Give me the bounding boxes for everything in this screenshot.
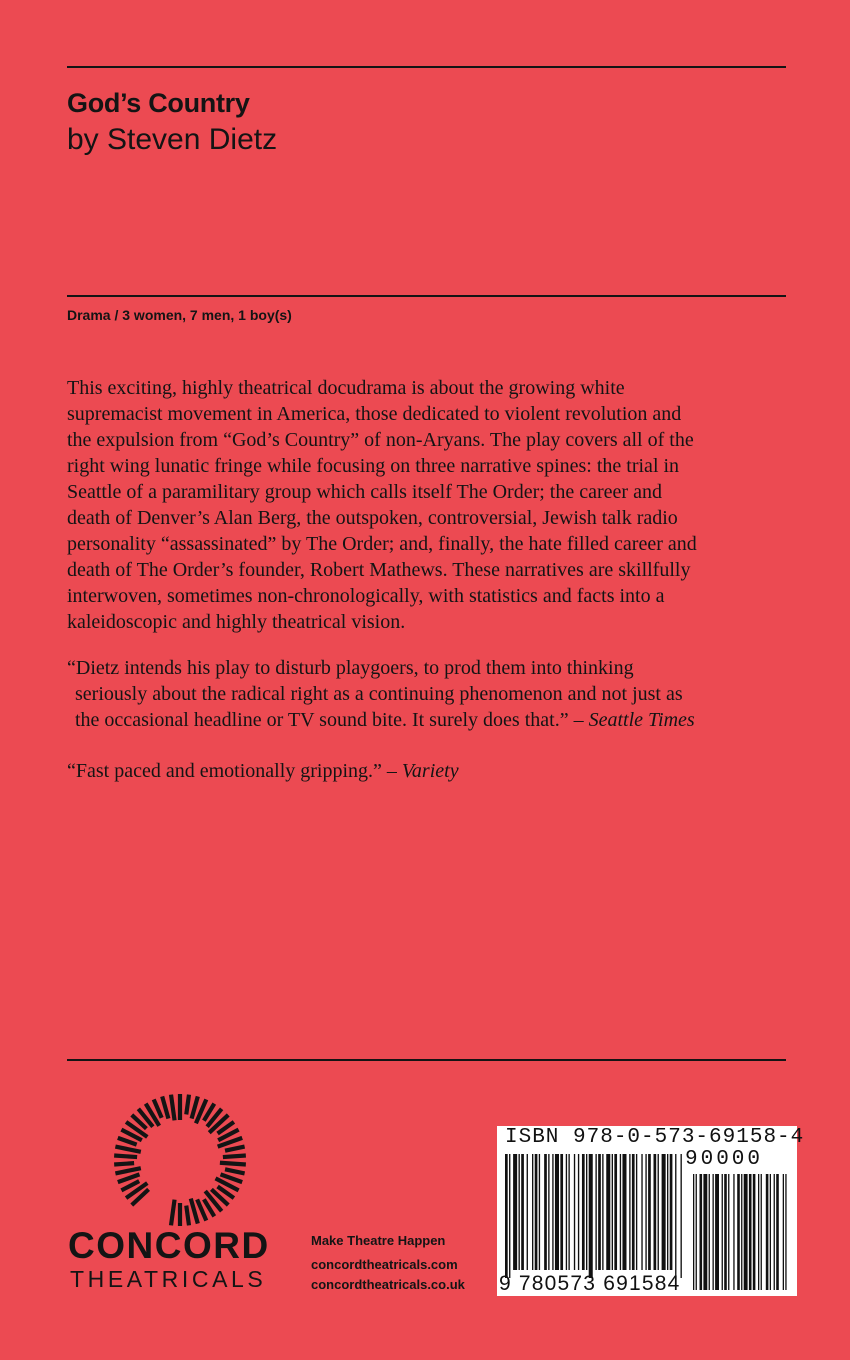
- barcode-bar: [560, 1154, 563, 1270]
- barcode-bar: [568, 1154, 569, 1270]
- barcode-bar: [620, 1154, 621, 1270]
- logo-tick: [192, 1096, 198, 1118]
- logo-tick: [223, 1155, 246, 1157]
- barcode-bar: [670, 1154, 673, 1270]
- barcode-bar: [552, 1154, 553, 1270]
- addon-bar: [744, 1174, 748, 1290]
- addon-bar: [749, 1174, 752, 1290]
- barcode-bar: [589, 1154, 593, 1278]
- barcode-bar: [509, 1154, 510, 1278]
- barcode-bar: [662, 1154, 666, 1270]
- concord-logo-icon: [110, 1090, 250, 1230]
- addon-bar: [741, 1174, 742, 1290]
- review-quote-seattle-times: [67, 655, 792, 733]
- barcode-bar: [598, 1154, 601, 1270]
- description: [67, 375, 792, 635]
- description-line: supremacist movement in America, those dedicated to violent revolution and: [67, 403, 682, 425]
- barcode-bar: [658, 1154, 659, 1270]
- barcode-bar: [535, 1154, 538, 1270]
- genre-cast-info: Drama / 3 women, 7 men, 1 boy(s): [67, 307, 292, 323]
- barcode-bar: [544, 1154, 547, 1270]
- addon-bar: [709, 1174, 710, 1290]
- description-line: death of The Order’s founder, Robert Mathews. These narratives are skillfully: [67, 559, 691, 581]
- logo-tick: [114, 1155, 137, 1157]
- bottom-rule: [67, 1059, 786, 1061]
- quote-line: “Dietz intends his play to disturb playgoers, to prod them into thinking: [67, 657, 634, 679]
- barcode-bar: [574, 1154, 575, 1270]
- book-title: God’s Country: [67, 88, 250, 118]
- addon-bar: [693, 1174, 694, 1290]
- addon-bar: [715, 1174, 719, 1290]
- barcode-bar: [527, 1154, 528, 1270]
- addon-bar: [753, 1174, 756, 1290]
- barcode-bar: [532, 1154, 533, 1270]
- publisher-name: CONCORD: [68, 1225, 270, 1266]
- publisher-website-us[interactable]: concordtheatricals.com: [311, 1257, 458, 1272]
- quote-line: seriously about the radical right as a continuing phenomenon and not just as: [75, 683, 683, 705]
- book-author: by Steven Dietz: [67, 123, 278, 156]
- addon-bar: [696, 1174, 697, 1290]
- publisher-tagline: Make Theatre Happen: [311, 1233, 446, 1248]
- addon-bar: [785, 1174, 786, 1290]
- quote-line: the occasional headline or TV sound bite. It surely does that.” –: [75, 709, 589, 731]
- description-line: death of Denver’s Alan Berg, the outspoken, controversial, Jewish talk radio: [67, 507, 678, 529]
- middle-rule: [67, 295, 786, 297]
- quote-line-wrap: [67, 707, 792, 733]
- barcode-bar: [548, 1154, 549, 1270]
- barcode-bar: [632, 1154, 635, 1270]
- logo-tick: [114, 1163, 134, 1164]
- barcode-digits: 9 780573 691584: [499, 1272, 681, 1295]
- isbn-label: ISBN 978-0-573-69158-4: [505, 1126, 805, 1149]
- description-line: kaleidoscopic and highly theatrical vision.: [67, 611, 406, 633]
- addon-bar: [713, 1174, 714, 1290]
- addon-bar: [703, 1174, 707, 1290]
- barcode-bar: [614, 1154, 617, 1270]
- barcode-bar: [622, 1154, 626, 1270]
- addon-bar: [733, 1174, 734, 1290]
- barcode-bar: [555, 1154, 559, 1270]
- barcode-bar: [582, 1154, 585, 1270]
- logo-tick: [186, 1206, 189, 1226]
- barcode-bar: [578, 1154, 579, 1270]
- quote-text: “Fast paced and emotionally gripping.” –: [67, 760, 402, 782]
- logo-tick: [225, 1147, 245, 1151]
- barcode-bar: [629, 1154, 630, 1270]
- logo-tick: [171, 1200, 175, 1226]
- barcode-bars: [497, 1126, 797, 1296]
- publisher-subname: THEATRICALS: [70, 1266, 267, 1292]
- description-line: This exciting, highly theatrical docudrama is about the growing white: [67, 377, 625, 399]
- logo-tick: [162, 1096, 168, 1118]
- barcode-bar: [645, 1154, 646, 1270]
- barcode-bar: [681, 1154, 682, 1278]
- addon-bar: [758, 1174, 759, 1290]
- isbn-barcode: [497, 1126, 805, 1296]
- description-line: personality “assassinated” by The Order; and, finally, the hate filled career and: [67, 533, 697, 555]
- quote-source: Variety: [401, 760, 459, 782]
- top-rule: [67, 66, 786, 68]
- logo-tick: [115, 1168, 140, 1173]
- addon-bar: [766, 1174, 769, 1290]
- addon-bar: [770, 1174, 771, 1290]
- barcode-addon-number: 90000: [685, 1148, 764, 1171]
- barcode-bar: [505, 1154, 508, 1278]
- addon-bar: [728, 1174, 729, 1290]
- addon-bar: [761, 1174, 762, 1290]
- barcode-bar: [636, 1154, 637, 1270]
- addon-bar: [774, 1174, 775, 1290]
- barcode-bar: [521, 1154, 524, 1270]
- barcode-bar: [519, 1154, 520, 1270]
- barcode-bar: [675, 1154, 676, 1278]
- barcode-bar: [654, 1154, 657, 1270]
- barcode-bar: [586, 1154, 587, 1270]
- barcode-bar: [641, 1154, 642, 1270]
- description-line: right wing lunatic fringe while focusing on three narrative spines: the trial in: [67, 455, 680, 477]
- barcode-bar: [595, 1154, 596, 1270]
- addon-bar: [737, 1174, 740, 1290]
- review-quote-variety: [67, 758, 792, 784]
- logo-tick: [115, 1147, 140, 1152]
- barcode-bar: [539, 1154, 540, 1270]
- barcode-bar: [667, 1154, 668, 1270]
- barcode-bar: [566, 1154, 567, 1270]
- barcode-bar: [513, 1154, 517, 1270]
- logo-tick: [118, 1138, 137, 1145]
- logo-tick: [171, 1095, 175, 1121]
- description-line: interwoven, sometimes non-chronologically, with statistics and facts into a: [67, 585, 665, 607]
- addon-bar: [724, 1174, 727, 1290]
- barcode-bar: [606, 1154, 610, 1270]
- addon-bar: [722, 1174, 723, 1290]
- description-line: the expulsion from “God’s Country” of non-Aryans. The play covers all of the: [67, 429, 694, 451]
- logo-tick: [220, 1163, 246, 1165]
- description-line: Seattle of a paramilitary group which calls itself The Order; the career and: [67, 481, 662, 503]
- barcode-bar: [648, 1154, 651, 1270]
- addon-bar: [776, 1174, 779, 1290]
- addon-bar: [700, 1174, 703, 1290]
- publisher-website-uk[interactable]: concordtheatricals.co.uk: [311, 1277, 465, 1292]
- barcode-bar: [602, 1154, 603, 1270]
- addon-bar: [783, 1174, 784, 1290]
- barcode-bar: [612, 1154, 613, 1270]
- logo-tick: [225, 1169, 245, 1173]
- logo-tick: [186, 1095, 189, 1115]
- quote-source: Seattle Times: [588, 709, 695, 731]
